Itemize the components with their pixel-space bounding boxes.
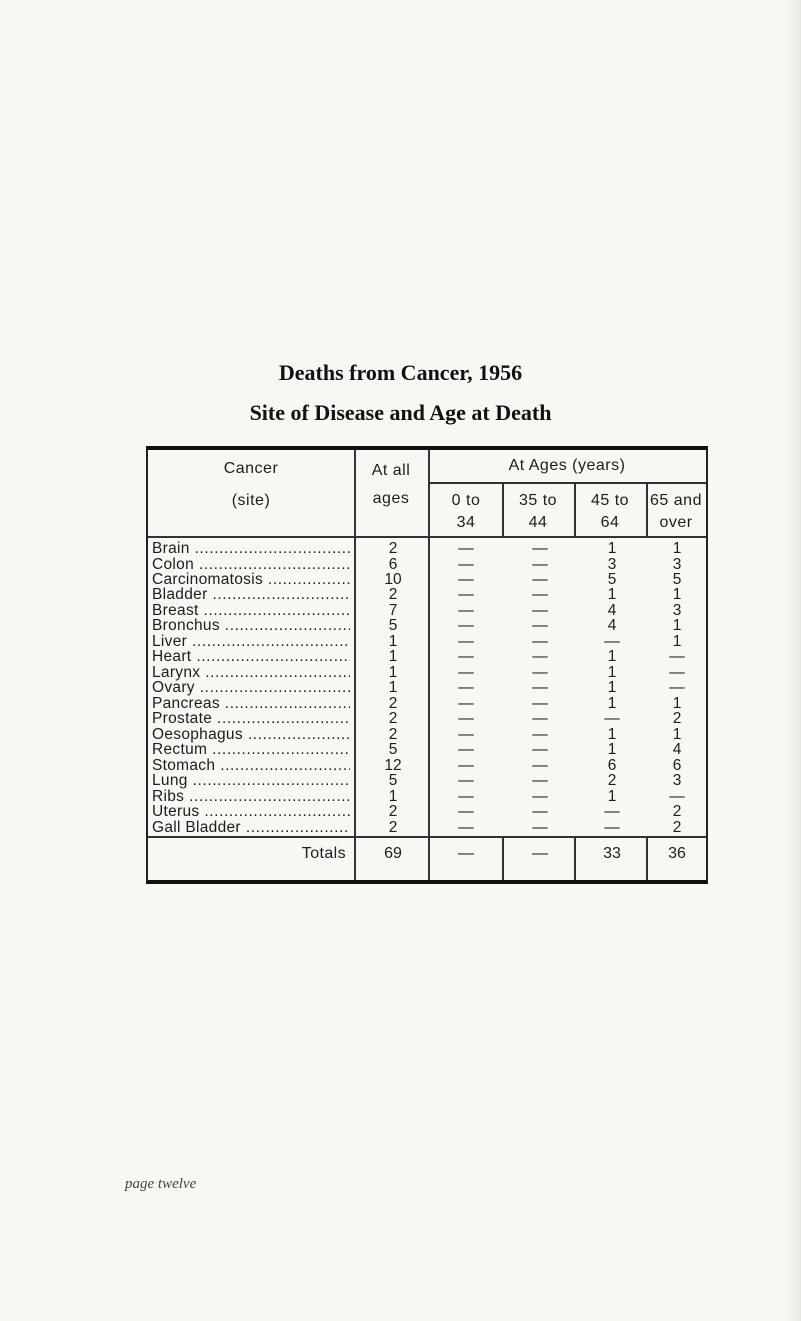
all-ages-value: 6 [388, 555, 398, 573]
header-at-all-label: At all [371, 462, 411, 479]
age-65-over-value: 1 [672, 540, 682, 557]
age-35-44-value: — [532, 617, 548, 635]
age-35-44-value: — [532, 555, 548, 573]
age-65-over-value: 2 [672, 803, 682, 821]
header-range-35-44 [502, 490, 574, 534]
all-ages-value: 1 [388, 632, 398, 650]
site-name: Lung ..... [152, 772, 350, 790]
site-name: Pancreas ..... [152, 695, 350, 713]
age-45-64-value: 1 [607, 679, 617, 697]
header-cancer-label: Cancer [223, 460, 279, 477]
header-cancer-site [148, 458, 354, 512]
age-45-64-value: 6 [607, 756, 617, 774]
age-65-over-value: 4 [672, 741, 682, 759]
age-65-over-value: 1 [672, 725, 682, 743]
header-range-65-over-line1: 65 and [650, 492, 702, 509]
age-65-over-value: 5 [672, 570, 682, 588]
age-35-44-value: — [532, 540, 548, 557]
header-range-0-34 [430, 490, 502, 534]
age-35-44-value: — [532, 710, 548, 728]
age-0-34-value: — [458, 772, 474, 790]
age-0-34-value: — [458, 540, 474, 557]
age-45-64-value: 1 [607, 648, 617, 666]
header-range-65-over-line2: over [659, 514, 693, 531]
totals-row [148, 842, 706, 866]
age-0-34-value: — [458, 586, 474, 604]
all-ages-value: 7 [388, 601, 398, 619]
site-name: Larynx ..... [152, 664, 350, 682]
age-45-64-value: 5 [607, 570, 617, 588]
age-45-64-value: 4 [607, 601, 617, 619]
site-name: Prostate ..... [152, 710, 350, 728]
all-ages-value: 2 [388, 694, 398, 712]
age-45-64-value: 1 [607, 725, 617, 743]
age-35-44-value: — [532, 586, 548, 604]
totals-label: Totals [301, 845, 346, 862]
header-range-45-64 [574, 490, 646, 534]
all-ages-value: 1 [388, 679, 398, 697]
all-ages-value: 2 [388, 586, 398, 604]
age-45-64-value: 3 [607, 555, 617, 573]
age-45-64-value: — [604, 803, 620, 821]
all-ages-value: 2 [388, 725, 398, 743]
age-0-34-value: — [458, 632, 474, 650]
site-name: Bladder ..... [152, 586, 350, 604]
all-ages-value: 5 [388, 617, 398, 635]
all-ages-value: 5 [388, 772, 398, 790]
age-65-over-value: 1 [672, 632, 682, 650]
age-0-34-value: — [458, 617, 474, 635]
header-range-65-over [646, 490, 706, 534]
header-age-group: At Ages (years) [508, 457, 626, 474]
header-ages-label: ages [372, 490, 410, 507]
age-35-44-value: — [532, 632, 548, 650]
site-name: Ovary ..... [152, 679, 350, 697]
page-title: Deaths from Cancer, 1956 [278, 360, 523, 385]
age-35-44-value: — [532, 601, 548, 619]
total-age-65-over: 36 [668, 845, 686, 862]
age-65-over-value: 6 [672, 756, 682, 774]
age-65-over-value: 3 [672, 772, 682, 790]
age-45-64-value: — [604, 632, 620, 650]
site-name: Brain ..... [152, 540, 350, 558]
age-0-34-value: — [458, 555, 474, 573]
age-35-44-value: — [532, 694, 548, 712]
site-name: Oesophagus ..... [152, 726, 350, 744]
table-row [148, 819, 706, 837]
all-ages-value: 2 [388, 818, 398, 836]
site-name: Stomach ..... [152, 757, 350, 775]
age-65-over-value: 1 [672, 694, 682, 712]
age-65-over-value: 3 [672, 601, 682, 619]
age-45-64-value: 1 [607, 694, 617, 712]
age-35-44-value: — [532, 570, 548, 588]
age-35-44-value: — [532, 787, 548, 805]
age-45-64-value: 4 [607, 617, 617, 635]
all-ages-value: 2 [388, 540, 398, 557]
header-range-0-34-line2: 34 [456, 514, 476, 531]
age-45-64-value: 2 [607, 772, 617, 790]
header-site-label: (site) [231, 492, 271, 509]
page-footer: page twelve [125, 1176, 197, 1192]
age-65-over-value: — [669, 679, 685, 697]
header-range-45-64-line1: 45 to [590, 492, 630, 509]
total-all-ages: 69 [384, 845, 402, 862]
site-name: Bronchus ..... [152, 617, 350, 635]
age-65-over-value: 1 [672, 586, 682, 604]
age-35-44-value: — [532, 679, 548, 697]
age-35-44-value: — [532, 741, 548, 759]
rule-under-header [148, 536, 706, 538]
header-range-35-44-line1: 35 to [518, 492, 558, 509]
header-all-ages [354, 460, 428, 510]
age-35-44-value: — [532, 756, 548, 774]
age-35-44-value: — [532, 803, 548, 821]
all-ages-value: 12 [384, 756, 402, 774]
header-range-35-44-line2: 44 [528, 514, 548, 531]
age-45-64-value: 1 [607, 787, 617, 805]
age-0-34-value: — [458, 570, 474, 588]
all-ages-value: 10 [384, 570, 402, 588]
site-name: Liver ..... [152, 633, 350, 651]
age-0-34-value: — [458, 787, 474, 805]
site-name: Carcinomatosis ..... [152, 571, 350, 589]
age-35-44-value: — [532, 818, 548, 836]
age-65-over-value: — [669, 648, 685, 666]
age-65-over-value: 2 [672, 818, 682, 836]
age-65-over-value: — [669, 663, 685, 681]
all-ages-value: 5 [388, 741, 398, 759]
age-45-64-value: — [604, 818, 620, 836]
age-65-over-value: 3 [672, 555, 682, 573]
age-0-34-value: — [458, 710, 474, 728]
age-45-64-value: 1 [607, 741, 617, 759]
age-0-34-value: — [458, 679, 474, 697]
all-ages-value: 2 [388, 710, 398, 728]
header-range-0-34-line1: 0 to [451, 492, 481, 509]
cancer-deaths-table [146, 446, 708, 884]
site-name: Rectum ..... [152, 741, 350, 759]
age-0-34-value: — [458, 663, 474, 681]
age-0-34-value: — [458, 741, 474, 759]
site-name: Colon ..... [152, 556, 350, 574]
site-name: Ribs ..... [152, 788, 350, 806]
age-35-44-value: — [532, 772, 548, 790]
all-ages-value: 2 [388, 803, 398, 821]
site-name: Uterus ..... [152, 803, 350, 821]
age-35-44-value: — [532, 648, 548, 666]
all-ages-value: 1 [388, 787, 398, 805]
site-name: Heart ..... [152, 648, 350, 666]
age-0-34-value: — [458, 756, 474, 774]
age-0-34-value: — [458, 818, 474, 836]
age-45-64-value: 1 [607, 540, 617, 557]
age-45-64-value: 1 [607, 663, 617, 681]
age-35-44-value: — [532, 725, 548, 743]
all-ages-value: 1 [388, 663, 398, 681]
header-range-45-64-line2: 64 [600, 514, 620, 531]
age-65-over-value: 2 [672, 710, 682, 728]
site-name: Breast ..... [152, 602, 350, 620]
age-0-34-value: — [458, 694, 474, 712]
age-45-64-value: 1 [607, 586, 617, 604]
age-65-over-value: 1 [672, 617, 682, 635]
site-name: Gall Bladder ..... [152, 819, 350, 837]
age-45-64-value: — [604, 710, 620, 728]
total-age-45-64: 33 [603, 845, 621, 862]
age-0-34-value: — [458, 648, 474, 666]
age-0-34-value: — [458, 803, 474, 821]
age-65-over-value: — [669, 787, 685, 805]
age-0-34-value: — [458, 725, 474, 743]
page-subtitle: Site of Disease and Age at Death [249, 400, 552, 425]
age-0-34-value: — [458, 601, 474, 619]
rule-under-age-group [428, 482, 706, 484]
age-35-44-value: — [532, 663, 548, 681]
total-age-0-34: — [458, 845, 474, 862]
total-age-35-44: — [532, 845, 548, 862]
page-edge-shadow [787, 0, 801, 1321]
all-ages-value: 1 [388, 648, 398, 666]
